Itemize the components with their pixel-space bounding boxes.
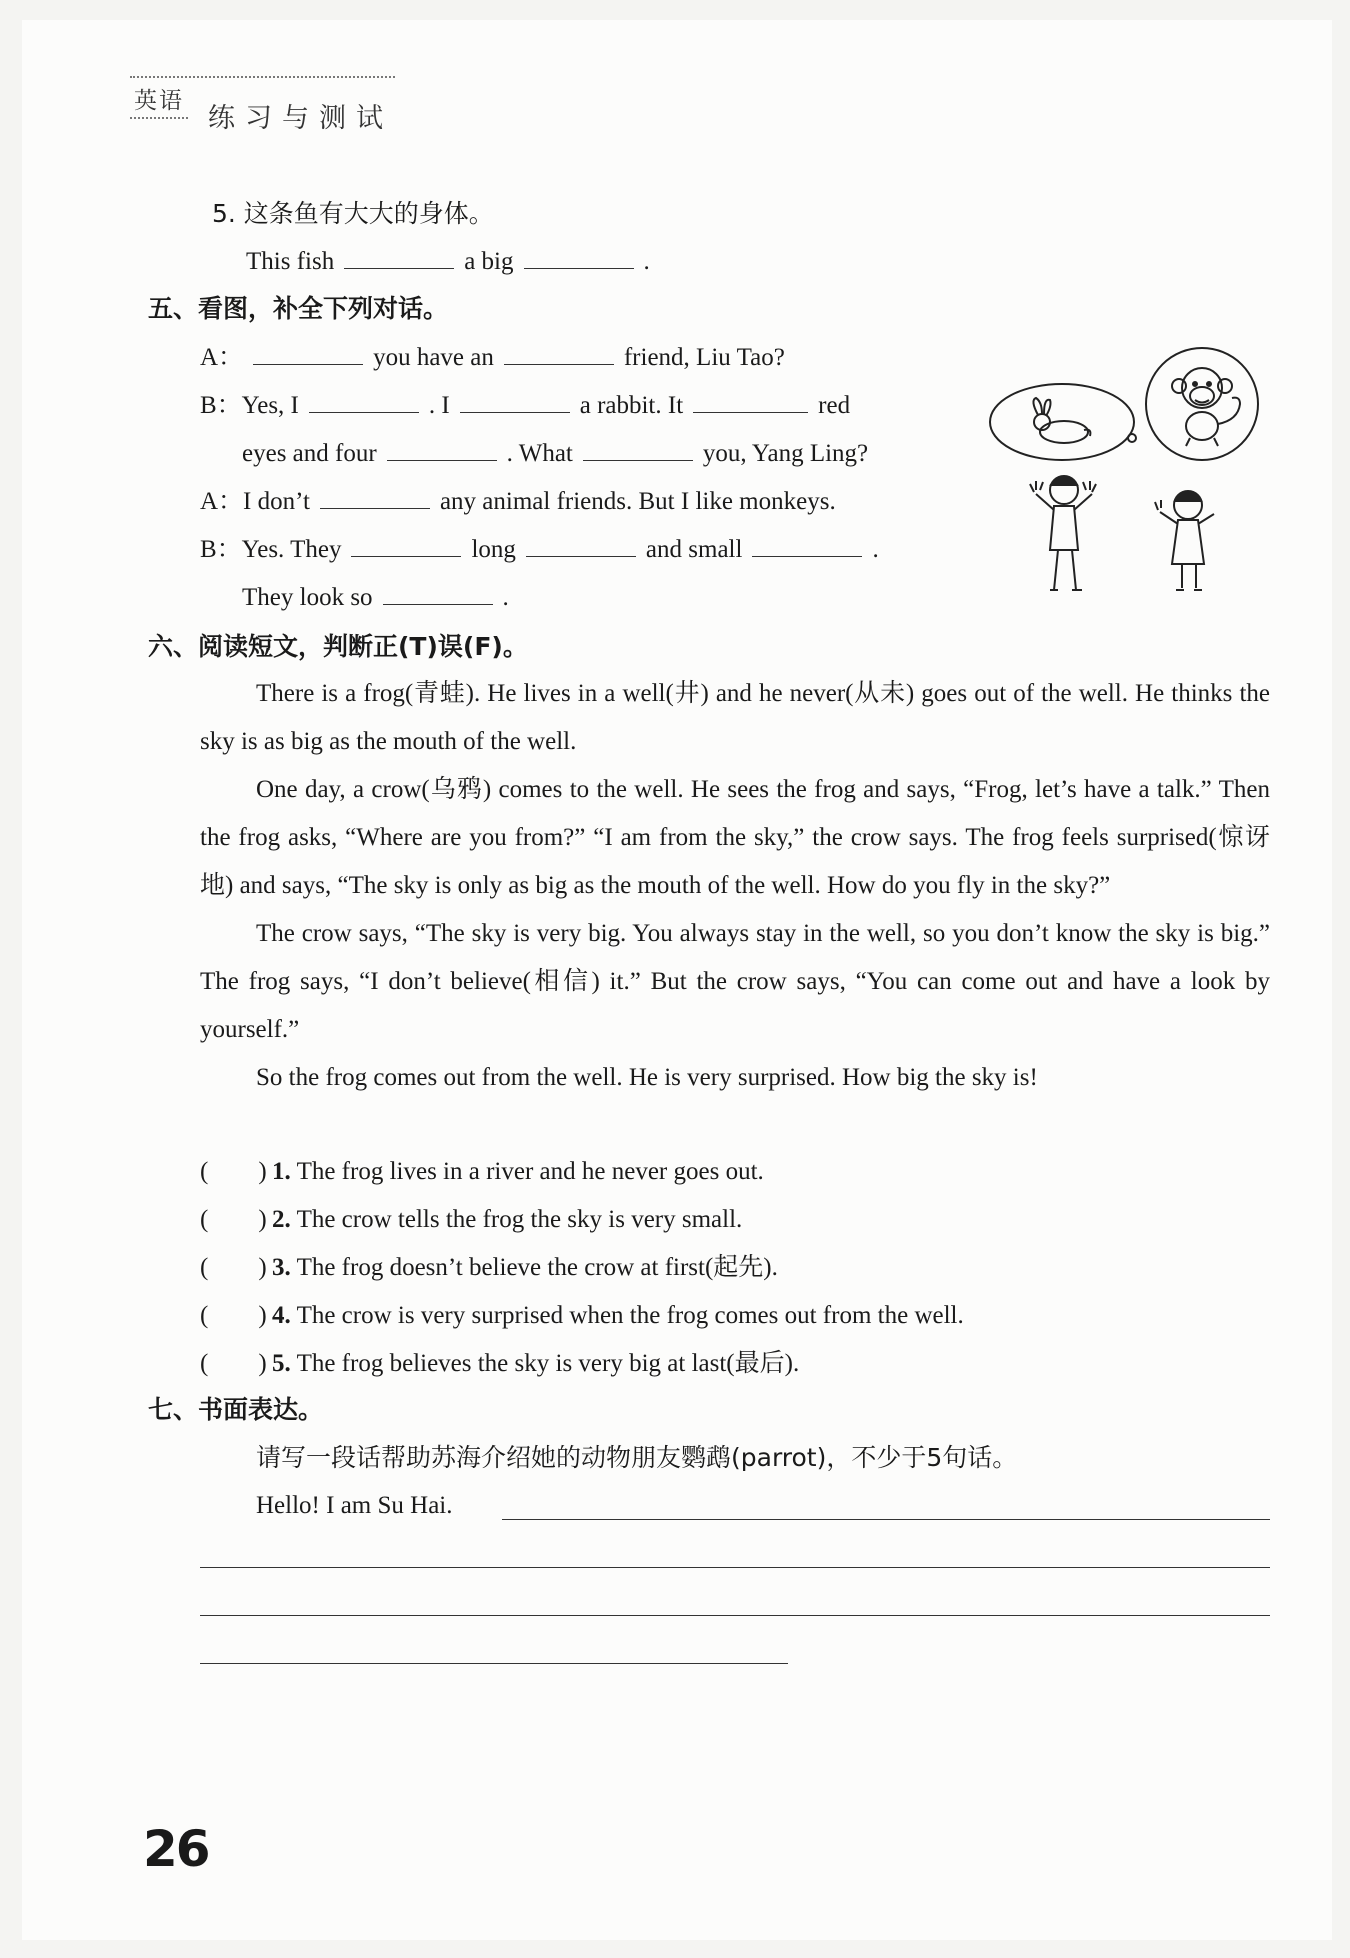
tf-question-4: ( ) 4. The crow is very surprised when the frog comes out from the well.: [200, 1299, 964, 1333]
header-title: 练习与测试: [208, 103, 393, 134]
writing-start: Hello! I am Su Hai.: [256, 1492, 453, 1519]
answer-parentheses[interactable]: ( ): [200, 1158, 267, 1185]
writing-line[interactable]: [200, 1663, 788, 1664]
writing-line[interactable]: [502, 1519, 1270, 1520]
answer-blank[interactable]: [693, 390, 808, 413]
answer-parentheses[interactable]: ( ): [200, 1206, 267, 1233]
dialogue-line-1: A： you have an friend, Liu Tao?: [200, 344, 785, 371]
writing-instruction: 请写一段话帮助苏海介绍她的动物朋友鹦鹉(parrot)，不少于5句话。: [256, 1443, 1018, 1472]
answer-blank[interactable]: [387, 438, 497, 461]
section7-heading: 七、书面表达。: [148, 1395, 324, 1424]
dialogue-line-6: They look so .: [242, 584, 509, 611]
answer-blank[interactable]: [460, 390, 570, 413]
tf-question-5: ( ) 5. The frog believes the sky is very big at last(最后).: [200, 1347, 799, 1381]
item5-chinese: 5. 这条鱼有大大的身体。: [212, 199, 494, 228]
dialogue-line-5: B：Yes. They long and small .: [200, 536, 879, 563]
tf-question-2: ( ) 2. The crow tells the frog the sky is very small.: [200, 1203, 742, 1237]
section5-heading: 五、看图，补全下列对话。: [148, 294, 449, 323]
writing-line[interactable]: [200, 1567, 1270, 1568]
answer-blank[interactable]: [344, 246, 454, 269]
answer-blank[interactable]: [504, 342, 614, 365]
writing-line[interactable]: [200, 1615, 1270, 1616]
passage-paragraph: There is a frog(青蛙). He lives in a well(井) and he never(从未) goes out of the well. He thinks the sky is as big as the mouth of the well.: [200, 680, 1270, 755]
tf-question-3: ( ) 3. The frog doesn’t believe the crow at first(起先).: [200, 1251, 778, 1285]
passage-paragraph: One day, a crow(乌鸦) comes to the well. He sees the frog and says, “Frog, let’s have a talk.” Then the frog asks, “Where are you from?” “I am from the sky,” the crow says. The frog feels surprised(惊讶地) and says, “The sky is only as big as the mouth of the well. How do you fly in the sky?”: [200, 776, 1270, 899]
answer-blank[interactable]: [383, 582, 493, 605]
dialogue-illustration: [980, 340, 1280, 615]
header-subject: 英语: [130, 82, 188, 119]
answer-blank[interactable]: [320, 486, 430, 509]
answer-blank[interactable]: [309, 390, 419, 413]
tf-question-1: ( ) 1. The frog lives in a river and he never goes out.: [200, 1155, 764, 1189]
answer-parentheses[interactable]: ( ): [200, 1302, 267, 1329]
item5-english: This fish a big .: [246, 248, 650, 275]
answer-parentheses[interactable]: ( ): [200, 1254, 267, 1281]
passage-paragraph: So the frog comes out from the well. He is very surprised. How big the sky is!: [256, 1064, 1038, 1091]
answer-blank[interactable]: [583, 438, 693, 461]
section6-heading: 六、阅读短文，判断正(T)误(F)。: [148, 632, 528, 661]
answer-blank[interactable]: [351, 534, 461, 557]
page-number: 26: [143, 1820, 209, 1878]
dialogue-line-3: eyes and four . What you, Yang Ling?: [242, 440, 869, 467]
passage-paragraph: The crow says, “The sky is very big. You always stay in the well, so you don’t know the sky is big.” The frog says, “I don’t believe(相信) it.” But the crow says, “You can come out and have a look by yourself.”: [200, 920, 1270, 1043]
boy-figure: [1030, 476, 1096, 590]
monkey-icon: [1172, 368, 1240, 446]
dialogue-line-2: B：Yes, I . I a rabbit. It red: [200, 392, 851, 419]
header-dotted-rule: [130, 76, 395, 78]
reading-passage: [200, 670, 1270, 1102]
answer-blank[interactable]: [526, 534, 636, 557]
answer-blank[interactable]: [752, 534, 862, 557]
answer-parentheses[interactable]: ( ): [200, 1350, 267, 1377]
rabbit-icon: [1033, 398, 1090, 443]
answer-blank[interactable]: [524, 246, 634, 269]
answer-blank[interactable]: [253, 342, 363, 365]
dialogue-line-4: A：I don’t any animal friends. But I like monkeys.: [200, 488, 836, 515]
girl-figure: [1155, 491, 1214, 590]
